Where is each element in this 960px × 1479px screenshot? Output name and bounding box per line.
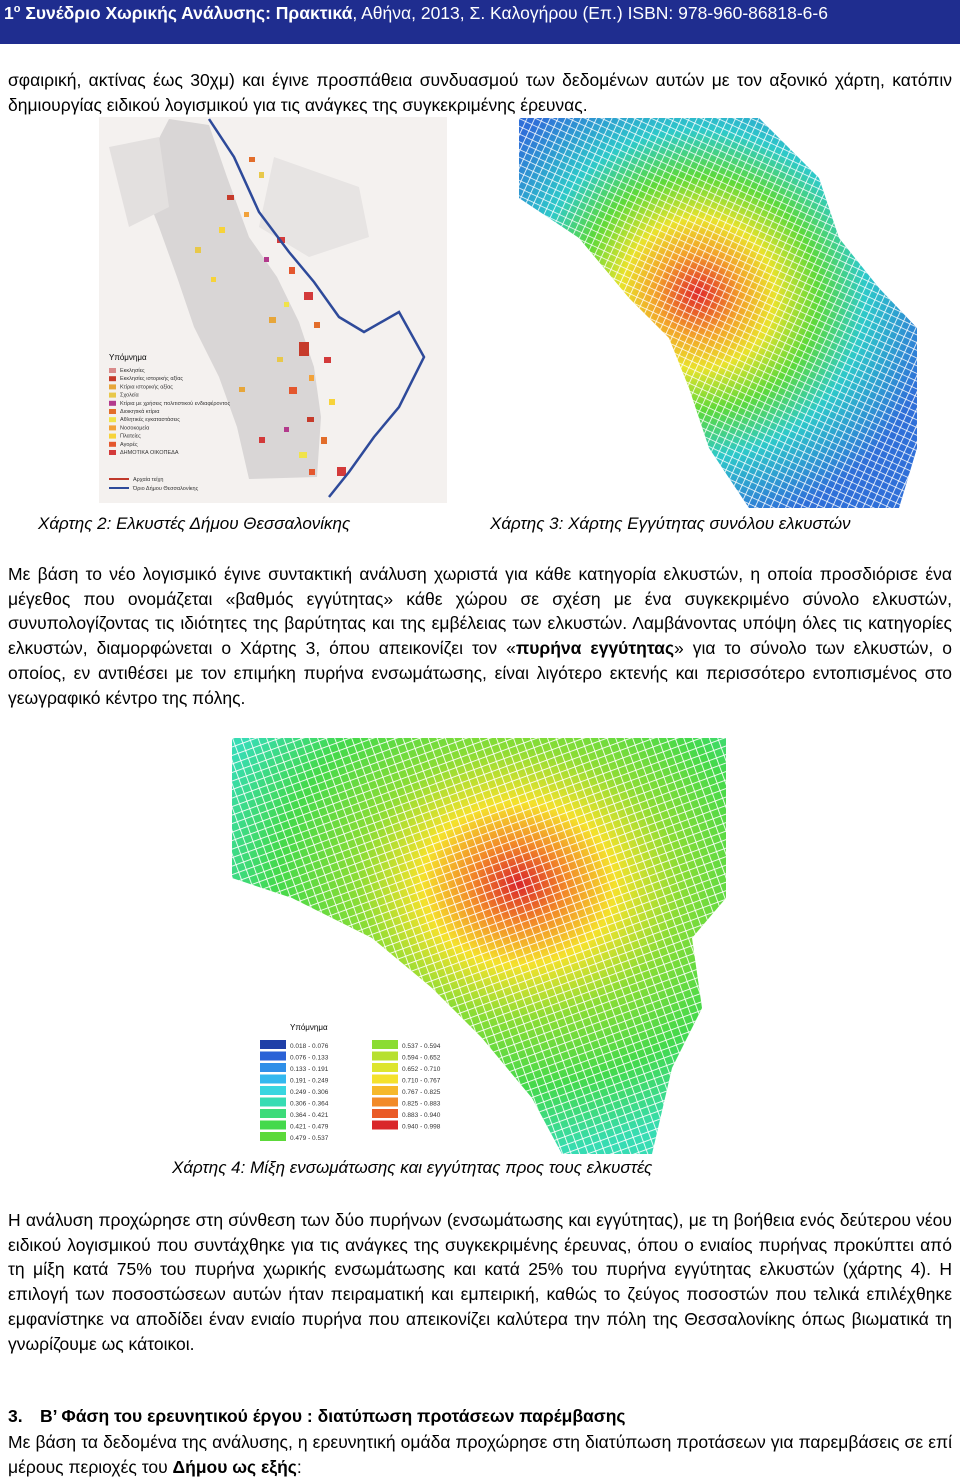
map-4-legend-right-item-swatch [372,1075,398,1084]
map-4-caption: Χάρτης 4: Μίξη ενσωμάτωσης και εγγύτητας προς τους ελκυστές [172,1158,653,1177]
header-title: $1^o$ Συνέδριο Χωρικής Ανάλυσης: Πρακτικά, Αθήνα, 2013, Σ. Καλογήρου (Επ.) ISBN: 978-960-86818-6-6 [4,3,828,23]
map-4-legend-right-item-swatch [372,1121,398,1130]
map-4-legend-left-item-label: 0.479 - 0.537 [290,1135,329,1142]
map-3-figure [519,118,917,508]
map-2-legend-item-swatch [109,434,116,439]
body-paragraph-1 [8,562,952,710]
map-2-legend-item-swatch [109,425,116,430]
map-2-legend-item-swatch [109,376,116,381]
map-2-legend-item-label: Νοσοκομεία [120,425,150,432]
map-2-figure [99,117,447,503]
map-4-legend-right-item-swatch [372,1063,398,1072]
map-4-legend-right-item-swatch [372,1098,398,1107]
section-title-text: Β’ Φάση του ερευνητικού έργου : διατύπωση προτάσεων παρέμβασης [40,1406,626,1426]
map-4-legend-right-item-label: 0.652 - 0.710 [402,1066,441,1073]
map-4-legend-right-item-swatch [372,1052,398,1061]
map-4-legend-left-item-label: 0.018 - 0.076 [290,1043,329,1050]
map-2-line-legend-label: Αρχαία τείχη [133,477,164,483]
map-4-legend-right-item-label: 0.767 - 0.825 [402,1089,441,1096]
section-3-heading [8,1406,626,1427]
map-4-figure [232,738,726,1154]
body-paragraph-2: Η ανάλυση προχώρησε στη σύνθεση των δύο πυρήνων (ενσωμάτωσης και εγγύτητας), με τη βοήθεια ενός δεύτερου νέου ειδικού λογισμικού που συντάχθηκε για τις ανάγκες της συγκεκριμένης έρευνας, όπου ο ενιαίος πυρήνας προκύπτει από τη μίξη κατά 75% του πυρήνα χωρικής ενσωμάτωσης και κατά 25% του πυρήνα εγγύτητας ελκυστών (χάρτης 4). Η επιλογή των ποσοστώσεων αυτών ήταν πειραματική και εμπειρική, καθώς το ζεύγος ποσοστών που τελικά επιλέχθηκε εμφανίστηκε να αποδίδει έναν ενιαίο πυρήνα που απεικονίζει καλύτερα την πόλη της Θεσσαλονίκης όπως βιωματικά τη γνωρίζουμε ως κάτοικοι. [8,1210,952,1354]
map-2-legend-item-label: ΔΗΜΟΤΙΚΑ ΟΙΚΟΠΕΔΑ [120,450,179,456]
intro-paragraph: σφαιρική, ακτίνας έως 30χμ) και έγινε προσπάθεια συνδυασμού των δεδομένων αυτών με τον αξονικό χάρτη, κατόπιν δημιουργίας ειδικού λογισμικού για τις ανάγκες της συγκεκριμένης έρευνας. [8,70,952,115]
map-4-legend-left-item-swatch [260,1040,286,1049]
map-4-legend-left-item-swatch [260,1086,286,1095]
section-paragraph-text: Με βάση τα δεδομένα της ανάλυσης, η ερευνητική ομάδα προχώρησε στη διατύπωση προτάσεων για παρεμβάσεις σε επί μέρους περιοχές του [8,1432,952,1477]
map-4-legend-right-item-label: 0.537 - 0.594 [402,1043,441,1050]
map-4-legend-left-item-label: 0.249 - 0.306 [290,1089,329,1096]
map-4-legend-right-item-swatch [372,1109,398,1118]
body-paragraph-1-text-a: Με βάση το νέο λογισμικό έγινε συντακτική ανάλυση χωριστά για κάθε κατηγορία ελκυστών, η οποία προσδιόρισε ένα μέγεθος που ονομάζεται «βαθμός εγγύτητας» κάθε χώρου σε σχέση με ένα συγκεκριμένο σύνολο ελκυστών, συνυπολογίζοντας τις ιδιότητες της βαρύτητας και της εμβέλειας των ελκυστών. Λαμβάνοντας υπόψη όλες τις κατηγορίες ελκυστών, διαμορφώνεται ο Χάρτης 3, όπου απεικονίζει τον « [8,564,952,659]
map-2-line-legend-label: Όριο Δήμου Θεσσαλονίκης [133,486,199,492]
map-3-image [519,118,917,508]
map-2-legend-item-label: Αθλητικές εγκαταστάσεις [120,417,180,424]
map-4-legend-left-item-label: 0.421 - 0.479 [290,1123,329,1131]
map-2-legend-item-swatch [109,384,116,389]
section-number: 3. [8,1406,23,1426]
map-4-legend-right-item-label: 0.710 - 0.767 [402,1077,441,1085]
body-paragraph-1-text-b: » για το σύνολο των ελκυστών, ο οποίος, εν αντιθέσει με τον επιμήκη πυρήνα ενσωμάτωσης, είναι λιγότερο εκτενής και περισσότερο εντοπισμένος στο γεωγραφικό κέντρο της πόλης. [8,638,952,708]
map-4-legend-left-item-label: 0.364 - 0.421 [290,1112,329,1119]
map-2-legend-item-label: Πλατείες [120,433,141,440]
map-4-legend-right-item-label: 0.883 - 0.940 [402,1112,441,1119]
map-2-image [99,117,447,503]
map-4-legend-left-item-swatch [260,1075,286,1084]
map-4-image [232,738,726,1154]
map-2-legend-item-swatch [109,368,116,373]
map-2-legend-item-swatch [109,450,116,455]
map-2-legend-item-swatch [109,417,116,422]
map-4-legend-left-item-swatch [260,1063,286,1072]
map-2-legend-item-label: Σχολεία [120,392,139,399]
section-paragraph [8,1430,952,1479]
map-4-legend-left-item-label: 0.076 - 0.133 [290,1054,329,1062]
map-4-legend-left-item-swatch [260,1132,286,1141]
map-2-legend-title: Υπόμνημα [109,353,147,362]
page-header [0,0,960,44]
section-paragraph-end: : [296,1456,302,1477]
map-2-caption: Χάρτης 2: Ελκυστές Δήμου Θεσσαλονίκης [38,514,351,533]
map-2-legend-item-label: Κτίρια ιστορικής αξίας [120,384,173,391]
map-4-legend-left-item-label: 0.306 - 0.364 [290,1100,329,1108]
map-4-legend-right-item-swatch [372,1040,398,1049]
map-2-legend-item-label: Αγορές [120,441,138,448]
map-2-legend-item-label: Εκκλησίες [120,368,145,374]
map-2-legend-item-label: Εκκλησίες ιστορικής αξίας [120,376,184,383]
map-4-legend-left-item-swatch [260,1121,286,1130]
map-4-legend-left-item-swatch [260,1098,286,1107]
municipality-term: Δήμου ως εξής [172,1456,297,1477]
map-4-legend-left-item-swatch [260,1109,286,1118]
map-4-legend-title: Υπόμνημα [290,1023,328,1032]
map-4-legend-left-item-label: 0.191 - 0.249 [290,1077,329,1085]
map-4-legend-right-item-label: 0.825 - 0.883 [402,1100,441,1108]
map-3-caption: Χάρτης 3: Χάρτης Εγγύτητας συνόλου ελκυστών [490,514,851,533]
map-4-legend-right-item-swatch [372,1086,398,1095]
map-2-legend-item-swatch [109,393,116,398]
map-4-legend-left-item-label: 0.133 - 0.191 [290,1066,329,1073]
map-2-legend-item-swatch [109,442,116,447]
proximity-core-term: πυρήνα εγγύτητας [515,638,675,659]
map-2-legend-item-swatch [109,401,116,406]
map-4-legend-right-item-label: 0.940 - 0.998 [402,1123,441,1131]
map-2-legend-item-label: Κτίρια με χρήσεις πολιτιστικού ενδιαφέροντος [120,400,231,407]
map-4-legend-right-item-label: 0.594 - 0.652 [402,1054,441,1062]
map-2-legend-item-swatch [109,409,116,414]
map-4-legend-left-item-swatch [260,1052,286,1061]
map-2-legend-item-label: Διοικητικά κτίρια [120,409,160,415]
